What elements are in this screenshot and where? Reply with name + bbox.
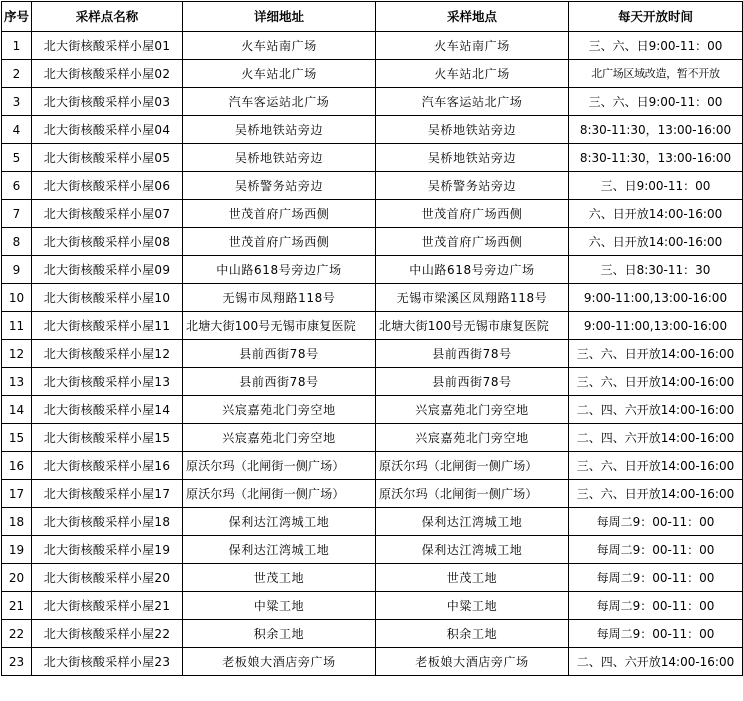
cell-site-name: 北大街核酸采样小屋05: [32, 144, 183, 172]
cell-no: 8: [2, 228, 32, 256]
cell-location: 县前西街78号: [376, 368, 569, 396]
cell-site-name: 北大街核酸采样小屋17: [32, 480, 183, 508]
cell-address: 吴桥地铁站旁边: [183, 144, 376, 172]
cell-no: 17: [2, 480, 32, 508]
cell-no: 10: [2, 284, 32, 312]
table-row: [2, 340, 743, 368]
table-row: [2, 508, 743, 536]
cell-address: 保利达江湾城工地: [183, 508, 376, 536]
cell-no: 3: [2, 88, 32, 116]
cell-address: 世茂首府广场西侧: [183, 228, 376, 256]
cell-address: 世茂首府广场西侧: [183, 200, 376, 228]
table-row: [2, 592, 743, 620]
cell-no: 6: [2, 172, 32, 200]
cell-open-hours: 三、六、日开放14:00-16:00: [569, 480, 743, 508]
cell-address: 无锡市凤翔路118号: [183, 284, 376, 312]
cell-open-hours: 8:30-11:30，13:00-16:00: [569, 144, 743, 172]
cell-open-hours: 每周二9：00-11：00: [569, 592, 743, 620]
cell-site-name: 北大街核酸采样小屋03: [32, 88, 183, 116]
cell-location: 中粱工地: [376, 592, 569, 620]
cell-site-name: 北大街核酸采样小屋23: [32, 648, 183, 676]
cell-site-name: 北大街核酸采样小屋06: [32, 172, 183, 200]
cell-site-name: 北大街核酸采样小屋21: [32, 592, 183, 620]
cell-no: 20: [2, 564, 32, 592]
cell-no: 11: [2, 312, 32, 340]
table-row: [2, 144, 743, 172]
cell-no: 14: [2, 396, 32, 424]
cell-no: 19: [2, 536, 32, 564]
cell-no: 1: [2, 32, 32, 60]
cell-no: 18: [2, 508, 32, 536]
table-row: [2, 620, 743, 648]
cell-address: 原沃尔玛（北闸街一侧广场）: [183, 452, 376, 480]
cell-location: 兴宸嘉苑北门旁空地: [376, 396, 569, 424]
header-site-name: 采样点名称: [32, 2, 183, 32]
cell-address: 北塘大街100号无锡市康复医院: [183, 312, 376, 340]
cell-open-hours: 二、四、六开放14:00-16:00: [569, 424, 743, 452]
header-address: 详细地址: [183, 2, 376, 32]
cell-no: 4: [2, 116, 32, 144]
cell-site-name: 北大街核酸采样小屋04: [32, 116, 183, 144]
cell-location: 火车站北广场: [376, 60, 569, 88]
cell-address: 县前西街78号: [183, 368, 376, 396]
cell-address: 保利达江湾城工地: [183, 536, 376, 564]
cell-open-hours: 9:00-11:00,13:00-16:00: [569, 284, 743, 312]
cell-no: 21: [2, 592, 32, 620]
cell-site-name: 北大街核酸采样小屋22: [32, 620, 183, 648]
cell-no: 12: [2, 340, 32, 368]
cell-address: 吴桥警务站旁边: [183, 172, 376, 200]
table-row: [2, 172, 743, 200]
header-location: 采样地点: [376, 2, 569, 32]
cell-location: 保利达江湾城工地: [376, 536, 569, 564]
header-row: [2, 2, 743, 32]
cell-location: 老板娘大酒店旁广场: [376, 648, 569, 676]
cell-location: 世茂首府广场西侧: [376, 228, 569, 256]
header-no: 序号: [2, 2, 32, 32]
cell-site-name: 北大街核酸采样小屋02: [32, 60, 183, 88]
cell-location: 世茂首府广场西侧: [376, 200, 569, 228]
cell-no: 23: [2, 648, 32, 676]
cell-open-hours: 8:30-11:30，13:00-16:00: [569, 116, 743, 144]
cell-open-hours: 二、四、六开放14:00-16:00: [569, 648, 743, 676]
cell-site-name: 北大街核酸采样小屋16: [32, 452, 183, 480]
cell-site-name: 北大街核酸采样小屋12: [32, 340, 183, 368]
cell-no: 2: [2, 60, 32, 88]
cell-site-name: 北大街核酸采样小屋09: [32, 256, 183, 284]
cell-address: 兴宸嘉苑北门旁空地: [183, 396, 376, 424]
cell-site-name: 北大街核酸采样小屋07: [32, 200, 183, 228]
cell-no: 9: [2, 256, 32, 284]
table-row: [2, 424, 743, 452]
cell-address: 火车站北广场: [183, 60, 376, 88]
cell-open-hours: 每周二9：00-11：00: [569, 508, 743, 536]
table-row: [2, 396, 743, 424]
table-row: [2, 368, 743, 396]
cell-open-hours: 三、日8:30-11：30: [569, 256, 743, 284]
cell-site-name: 北大街核酸采样小屋10: [32, 284, 183, 312]
cell-location: 保利达江湾城工地: [376, 508, 569, 536]
cell-no: 13: [2, 368, 32, 396]
cell-location: 积余工地: [376, 620, 569, 648]
table-row: [2, 228, 743, 256]
cell-address: 中山路618号旁边广场: [183, 256, 376, 284]
cell-location: 北塘大街100号无锡市康复医院: [376, 312, 569, 340]
cell-open-hours: 三、六、日开放14:00-16:00: [569, 340, 743, 368]
cell-no: 15: [2, 424, 32, 452]
cell-site-name: 北大街核酸采样小屋08: [32, 228, 183, 256]
cell-open-hours: 每周二9：00-11：00: [569, 564, 743, 592]
cell-site-name: 北大街核酸采样小屋19: [32, 536, 183, 564]
cell-address: 积余工地: [183, 620, 376, 648]
cell-location: 火车站南广场: [376, 32, 569, 60]
cell-open-hours: 三、六、日9:00-11：00: [569, 88, 743, 116]
cell-address: 老板娘大酒店旁广场: [183, 648, 376, 676]
cell-address: 原沃尔玛（北闸街一侧广场）: [183, 480, 376, 508]
table-row: [2, 88, 743, 116]
table-row: [2, 60, 743, 88]
cell-open-hours: 二、四、六开放14:00-16:00: [569, 396, 743, 424]
table-row: [2, 116, 743, 144]
cell-location: 吴桥地铁站旁边: [376, 116, 569, 144]
cell-no: 16: [2, 452, 32, 480]
table-row: [2, 200, 743, 228]
cell-open-hours: 六、日开放14:00-16:00: [569, 200, 743, 228]
cell-open-hours: 每周二9：00-11：00: [569, 536, 743, 564]
table-row: [2, 648, 743, 676]
cell-no: 7: [2, 200, 32, 228]
cell-address: 兴宸嘉苑北门旁空地: [183, 424, 376, 452]
table-row: [2, 256, 743, 284]
cell-address: 火车站南广场: [183, 32, 376, 60]
cell-location: 兴宸嘉苑北门旁空地: [376, 424, 569, 452]
cell-site-name: 北大街核酸采样小屋18: [32, 508, 183, 536]
cell-open-hours: 六、日开放14:00-16:00: [569, 228, 743, 256]
table-row: [2, 480, 743, 508]
table-row: [2, 564, 743, 592]
sampling-sites-table: [1, 1, 743, 676]
table-row: [2, 312, 743, 340]
cell-address: 吴桥地铁站旁边: [183, 116, 376, 144]
cell-open-hours: 9:00-11:00,13:00-16:00: [569, 312, 743, 340]
cell-site-name: 北大街核酸采样小屋20: [32, 564, 183, 592]
cell-site-name: 北大街核酸采样小屋15: [32, 424, 183, 452]
cell-location: 中山路618号旁边广场: [376, 256, 569, 284]
cell-location: 世茂工地: [376, 564, 569, 592]
header-open-hours: 每天开放时间: [569, 2, 743, 32]
cell-site-name: 北大街核酸采样小屋11: [32, 312, 183, 340]
cell-address: 世茂工地: [183, 564, 376, 592]
cell-site-name: 北大街核酸采样小屋13: [32, 368, 183, 396]
table-row: [2, 452, 743, 480]
cell-open-hours: 三、六、日开放14:00-16:00: [569, 368, 743, 396]
cell-location: 吴桥警务站旁边: [376, 172, 569, 200]
table-row: [2, 536, 743, 564]
cell-open-hours: 三、六、日9:00-11：00: [569, 32, 743, 60]
table-row: [2, 284, 743, 312]
cell-no: 5: [2, 144, 32, 172]
cell-location: 无锡市梁溪区凤翔路118号: [376, 284, 569, 312]
cell-location: 原沃尔玛（北闸街一侧广场）: [376, 452, 569, 480]
sampling-sites-sheet: [0, 1, 743, 701]
cell-site-name: 北大街核酸采样小屋01: [32, 32, 183, 60]
cell-open-hours: 三、六、日开放14:00-16:00: [569, 452, 743, 480]
cell-site-name: 北大街核酸采样小屋14: [32, 396, 183, 424]
cell-location: 汽车客运站北广场: [376, 88, 569, 116]
cell-no: 22: [2, 620, 32, 648]
cell-address: 汽车客运站北广场: [183, 88, 376, 116]
cell-open-hours: 北广场区域改造，暂不开放: [569, 60, 743, 88]
cell-open-hours: 每周二9：00-11：00: [569, 620, 743, 648]
cell-open-hours: 三、日9:00-11：00: [569, 172, 743, 200]
cell-location: 原沃尔玛（北闸街一侧广场）: [376, 480, 569, 508]
cell-address: 县前西街78号: [183, 340, 376, 368]
table-row: [2, 32, 743, 60]
cell-location: 吴桥地铁站旁边: [376, 144, 569, 172]
cell-address: 中粱工地: [183, 592, 376, 620]
cell-location: 县前西街78号: [376, 340, 569, 368]
